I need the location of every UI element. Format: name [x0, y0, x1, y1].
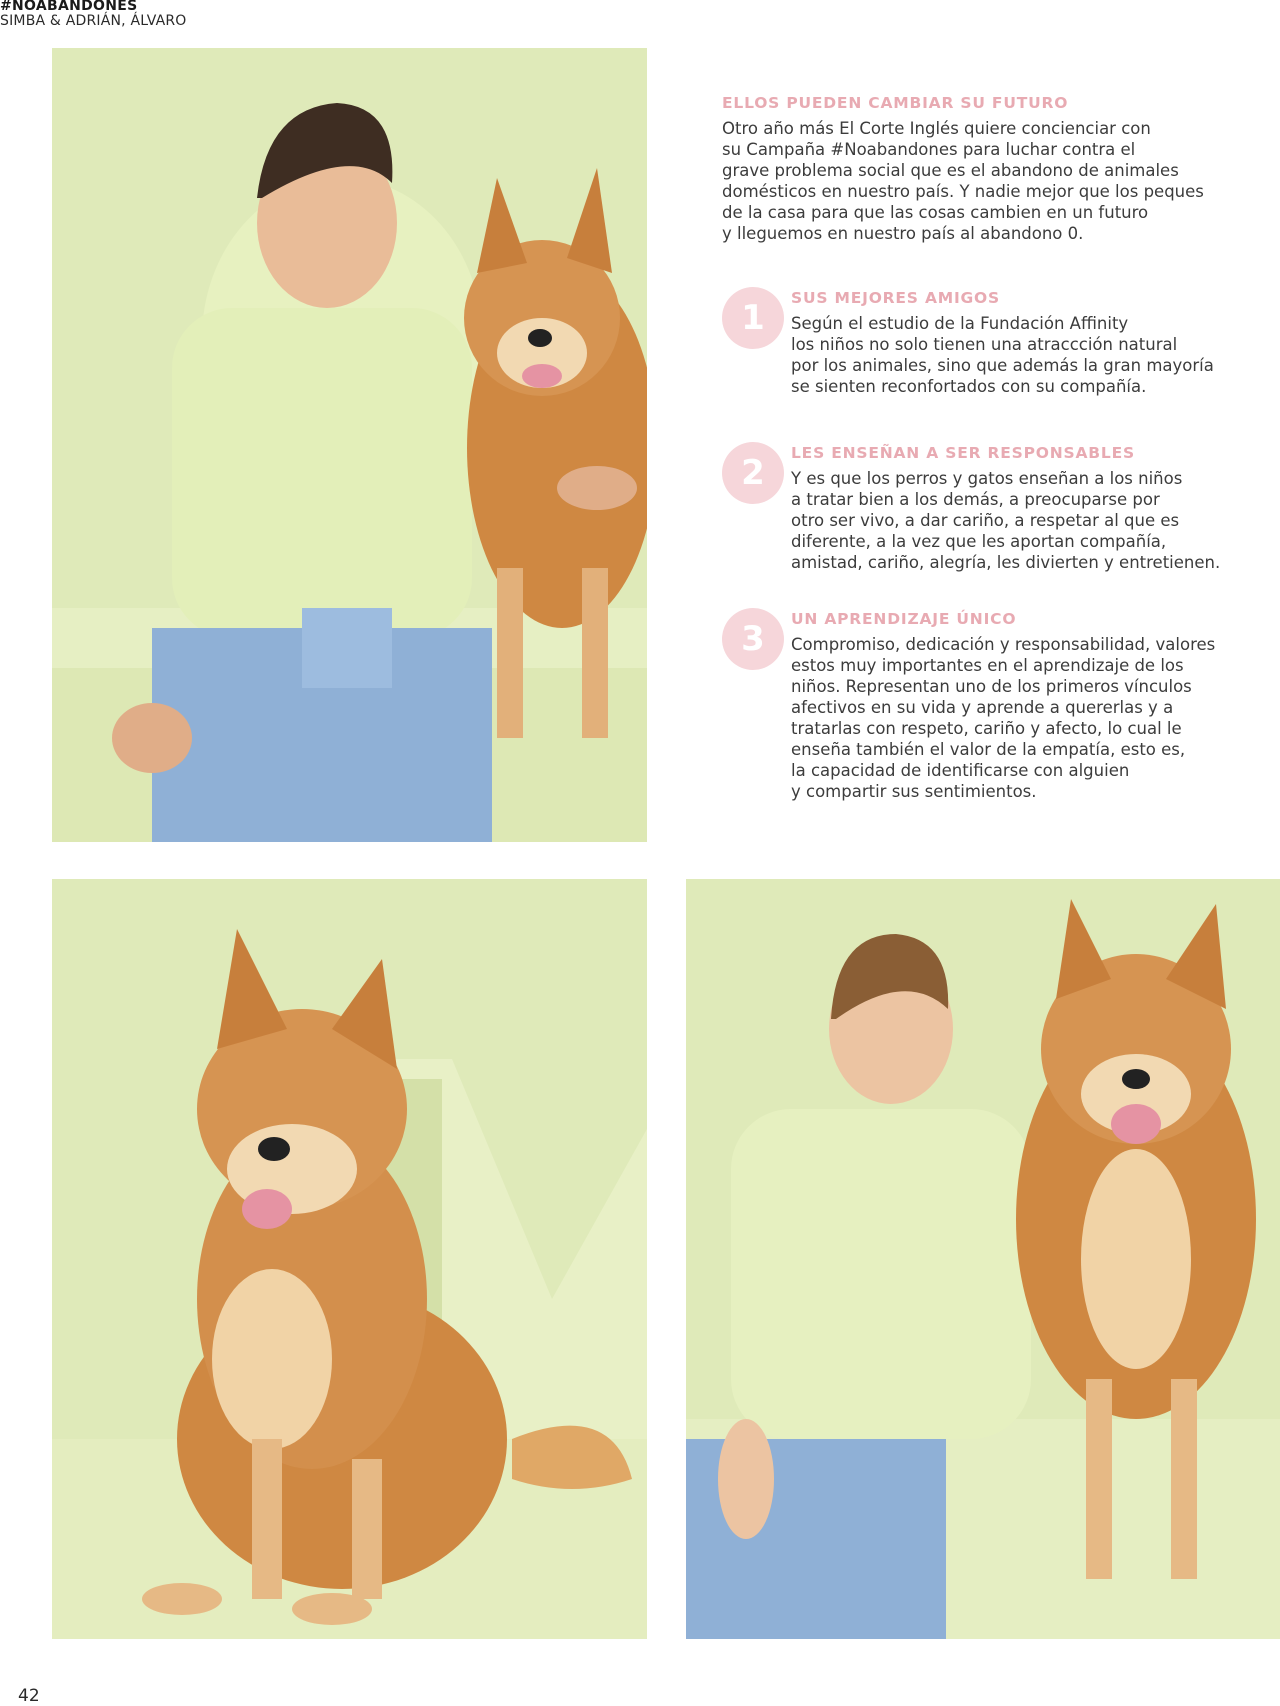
intro-body: Otro año más El Corte Inglés quiere concienciar con su Campaña #Noabandones para luchar contra el grave problema social que es el abandono de animales domésticos en nuestro país. Y nadie mejor que los peques de la casa para que las cosas cambien en un futuro y lleguemos en nuestro país al abandono 0. — [722, 119, 1204, 243]
point-body: Compromiso, dedicación y responsabilidad, valores estos muy importantes en el aprendizaje de los niños. Representan uno de los primeros vínculos afectivos en su vida y aprende a quererlas y a tratarlas con respeto, cariño y afecto, lo cual le enseña también el valor de la empatía, esto es, la capacidad de identificarse con alguien y compartir sus sentimientos. — [791, 635, 1216, 801]
header-names: SIMBA & ADRIÁN, ÁLVARO — [0, 13, 187, 29]
page-number: 42 — [18, 1686, 40, 1706]
number-circle: 2 — [722, 442, 784, 504]
header-tag: #NOABANDONES — [0, 0, 138, 14]
number-circle: 3 — [722, 608, 784, 670]
point-title: SUS MEJORES AMIGOS — [791, 289, 1000, 307]
photo-young-boy-with-dog — [686, 879, 1280, 1639]
point-title: LES ENSEÑAN A SER RESPONSABLES — [791, 444, 1135, 462]
photo-sitting-dog — [52, 879, 647, 1639]
intro-title: ELLOS PUEDEN CAMBIAR SU FUTURO — [722, 94, 1069, 112]
point-body: Y es que los perros y gatos enseñan a los niños a tratar bien a los demás, a preocuparse por otro ser vivo, a dar cariño, a respetar al que es diferente, a la vez que les aportan compañía, amistad, cariño, alegría, les divierten y entretienen. — [791, 469, 1221, 572]
photo-boy-with-dog — [52, 48, 647, 842]
number-circle: 1 — [722, 287, 784, 349]
point-body: Según el estudio de la Fundación Affinity los niños no solo tienen una atraccción natural por los animales, sino que además la gran mayoría se sienten reconfortados con su compañía. — [791, 314, 1214, 396]
point-title: UN APRENDIZAJE ÚNICO — [791, 610, 1017, 628]
